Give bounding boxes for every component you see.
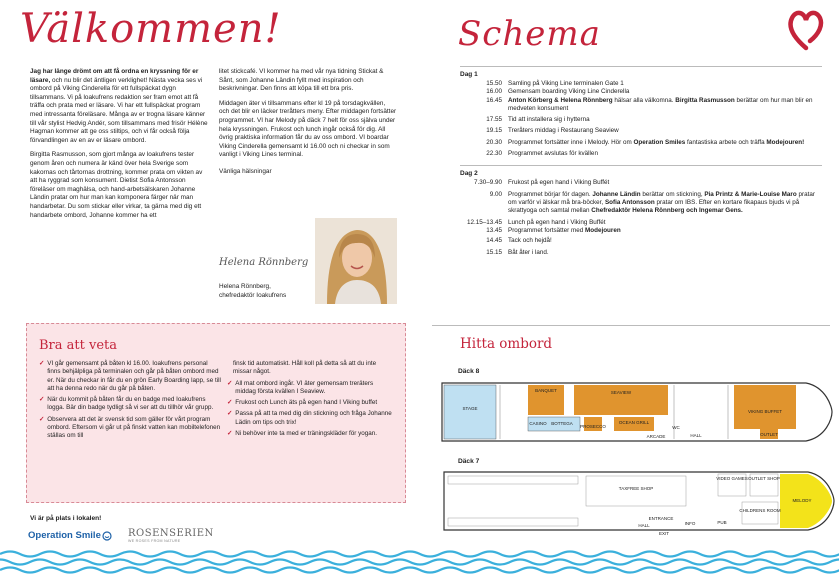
map-label-prosecco: PROSECCO [580, 424, 606, 429]
map-label-childrens-room: CHILDRENS ROOM [739, 508, 781, 513]
signoff-name: Helena Rönnberg, [219, 283, 271, 290]
editor-photo [315, 218, 397, 304]
schedule [460, 66, 822, 258]
welcome-paragraph: Middagen äter vi tillsammans efter kl 19 på torsdagkvällen, och det blir en läcker treråtters meny. Efter middagen fortsätter programmet. VI har Melody på däck 7 helt för oss själva under hela kryssningen. Frukost och lunch ingår också för dig. All övrig praktiska information får du av oss ombord. VI boardar Viking Cinderella gemensamt kl 16.00 och ni checkar in som vanligt i Viking Lines terminal. [219, 99, 397, 159]
map-title: Hitta ombord [460, 336, 553, 352]
heart-logo-icon [786, 8, 826, 52]
check-icon: ✓ [39, 396, 45, 404]
deck7-map [436, 466, 836, 536]
map-label-info: INFO [684, 521, 696, 526]
info-title: Bra att veta [39, 338, 117, 353]
welcome-title: Välkommen! [20, 6, 282, 52]
schedule-row: 20.30 Programmet fortsätter inne i Melody. Hör om Operation Smiles fantastiska arbete och träffa Modejouren! [486, 138, 805, 146]
map-label-viking-buffet: VIKING BUFFET [747, 409, 783, 414]
map-label-wc: WC [672, 425, 680, 430]
schedule-row: 7.30–9.90 Frukost på egen hand i Viking Buffét [473, 179, 610, 187]
schedule-row: 13.45 Programmet fortsätter med Modejouren [486, 226, 621, 234]
operation-smile-logo-text: Operation Smile [28, 530, 101, 541]
info-item: ✓ Ni behöver inte ta med er träningskläder för yogan. [227, 430, 378, 438]
welcome-column-1 [30, 68, 210, 226]
deck8-label: Däck 8 [458, 368, 480, 375]
map-label-hall: HALL [690, 433, 702, 438]
rosenserien-logo [128, 528, 214, 543]
welcome-paragraph: litet stickcafé. VI kommer ha med vår nya tidning Stickat & Sånt, som Johanne Ländin fyllt med inspiration och beskrivningar. Den finns att köpa till ett bra pris. [219, 68, 384, 93]
map-label-pub: PUB [717, 520, 727, 525]
smile-icon [102, 531, 112, 541]
schedule-row: 16.00 Gemensam boarding Viking Line Cinderella [486, 88, 630, 96]
schedule-row: 9.00 Programmet börjar för dagen. Johanne Ländin berättar om stickning, Pia Printz & Marie-Louise Maro pratar om varför vi älskar må bra-böcker, Sofia Antonsson pratar om IBS. Efter en kortare fikapaus bjuds vi på skrattyoga och samtal mellan Chefredaktör Helena Rönnberg och Ingemar Gens. [489, 190, 815, 215]
schedule-row: 15.50 Samling på Viking Line terminalen Gate 1 [486, 80, 624, 87]
info-item: ✓ När du kommit på båten får du en badge med Ioakufrens logga. Bär din badge tydligt så vi ser att du tillhör vår grupp. [39, 396, 214, 412]
check-icon: ✓ [39, 360, 45, 367]
map-label-bottega: BOTTEGA [551, 421, 573, 426]
map-label-outlet: OUTLET [760, 432, 778, 437]
schedule-title: Schema [458, 14, 601, 54]
map-label-melody: MELODY [792, 498, 812, 503]
map-label-hall: HALL [638, 523, 650, 528]
info-item: finsk tid automatiskt. Håll koll på detta så att du inte missar något. [233, 360, 377, 376]
map-label-outlet-shop: OUTLET SHOP [748, 476, 780, 481]
map-label-entrance: ENTRANCE [648, 516, 674, 521]
map-label-casino: CASINO [529, 421, 547, 426]
deck7-label: Däck 7 [458, 458, 480, 465]
operation-smile-logo [28, 530, 112, 541]
schedule-row: 22.30 Programmet avslutas för kvällen [486, 150, 598, 158]
info-column-1 [39, 360, 221, 444]
welcome-lead: Jag har länge drömt om att få ordna en kryssning för er läsare, [30, 68, 199, 84]
day2-label: Dag 2 [460, 170, 478, 178]
map-label-stage: STAGE [462, 406, 478, 411]
welcome-column-2 [219, 68, 397, 183]
map-label-video-games: VIDEO GAMES [716, 476, 748, 481]
check-icon: ✓ [39, 415, 45, 423]
info-item: ✓ VI går gemensamt på båten kl 16.00. Ioakufrens personal finns behjälpliga på terminalen och går på båten ombord med er. När du checkar in får du en grön Early Boarding lapp, se till att ha denna redo när du går på båten. [39, 360, 221, 392]
info-item: ✓ Frukost och Lunch äts på egen hand I Viking buffet [227, 399, 378, 407]
greeting: Vänliga hälsningar [219, 167, 272, 175]
welcome-paragraph: och nu blir det äntligen verklighet! Nästa vecka ses vi ombord på Viking Cinderella för ett fullspäckat dygn tillsammans. Vi på loakufrens redaktion ser fram emot att få träffa och prata med er läsare. Vi har ett fullspäckat program med intressanta föreläsare. Många av er trogna läsare känner till vår stylist Hedvig Andér, som tillsammans med frisör Hélène Hagman kommer att ge oss stiltips, och vi får också följa förvandlingen av en av er läsare ombord. [30, 76, 208, 144]
info-column-2 [227, 360, 395, 441]
signoff-role: chefredaktör Ioakufrens [219, 291, 287, 299]
deck8-map [434, 377, 834, 447]
rosenserien-logo-sub: WE ROSES FROM NATURE [128, 539, 181, 543]
schedule-row: 14.45 Tack och hejdå! [486, 237, 552, 245]
info-item: ✓ All mat ombord ingår. VI äter gemensam treräters middag första kvällen I Seaview. [227, 379, 374, 395]
map-label-taxfree-shop: TAXFREE SHOP [618, 486, 654, 491]
info-item: ✓ Observera att det är svensk tid som gäller för vårt program ombord. Eftersom vi går ut på finskt vatten kan mobiltelefonen ställas om till [39, 415, 221, 440]
welcome-paragraph: Birgitta Rasmusson, som gjort många av loakufrens tester genom åren och numera är känd över hela Sverige som kakornas och tårtornas drottning, kommer prata om vikten av att ha ryggrad som konsument. Dietist Sofia Antonsson föreläser om maghälsa, och hand-arbetsälskaren Johanne Ländin pratar om hur man kan komponera färger när man handarbetar. Du som stickar eller virkar, ta gärna med dig ett handarbete ombord, Johanne kommer ha ett [30, 151, 203, 219]
schedule-row: 19.15 Treråters middag i Restaurang Seaview [486, 127, 619, 135]
map-label-seaview: SEAVIEW [610, 390, 632, 395]
signoff [219, 283, 319, 300]
rosenserien-logo-text: ROSENSERIEN [128, 528, 214, 539]
schedule-row: 17.55 Tid att installera sig i hytterna [486, 116, 590, 124]
map-label-arcade: ARCADE [646, 434, 666, 439]
map-label-banquet: BANQUET [535, 388, 557, 393]
wave-decoration [0, 548, 839, 575]
signature: Helena Rönnberg [219, 257, 309, 268]
schedule-row: 15.15 Båt åter i land. [486, 249, 549, 257]
check-icon: ✓ [227, 399, 233, 407]
map-label-exit: EXIT [658, 531, 670, 536]
check-icon: ✓ [227, 430, 233, 438]
check-icon: ✓ [227, 410, 233, 418]
info-box [26, 323, 406, 503]
check-icon: ✓ [227, 379, 233, 387]
info-item: ✓ Passa på att ta med dig din stickning och fråga Johanne Lädin om tips och trix! [227, 410, 392, 426]
schedule-row: 16.45 Anton Körberg & Helena Rönnberg hälsar alla välkomna. Birgitta Rasmusson berättar om hur man blir en medveten konsument [486, 96, 813, 112]
map-label-ocean-grill: OCEAN GRILL [618, 420, 650, 425]
place-text: Vi är på plats i lokalen! [30, 515, 102, 522]
day1-label: Dag 1 [460, 71, 478, 78]
schedule-row: 12.15–13.45 Lunch på egen hand i Viking Buffét [466, 218, 606, 226]
